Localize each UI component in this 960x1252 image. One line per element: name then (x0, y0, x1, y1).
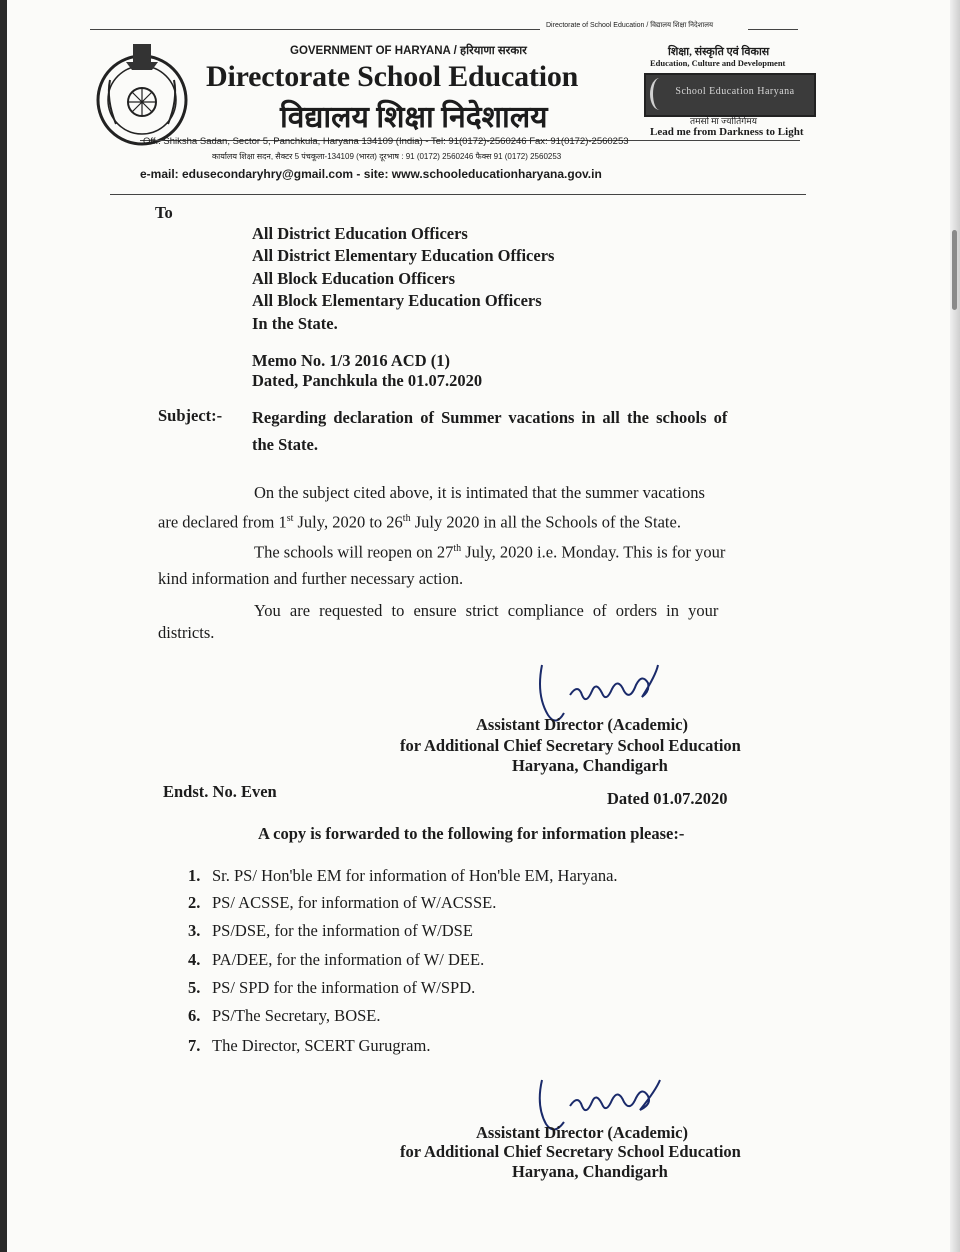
recipient-line: All District Education Officers (252, 224, 468, 243)
motto-english: Lead me from Darkness to Light (650, 126, 804, 138)
list-item: 3. PS/DSE, for the information of W/DSE (188, 921, 473, 940)
motto-hindi: तमसो मा ज्योतिर्गमय (690, 116, 757, 126)
signatory-location: Haryana, Chandigarh (512, 1162, 668, 1181)
paragraph-line: The schools will reopen on 27th July, 2020 i.e. Monday. This is for your (254, 542, 726, 562)
top-right-note: Directorate of School Education / विद्यालय शिक्षा निदेशालय (546, 22, 714, 29)
paragraph-line: are declared from 1st July, 2020 to 26th July 2020 in all the Schools of the State. (158, 512, 681, 532)
paragraph-line: districts. (158, 623, 215, 642)
subject-line: Regarding declaration of Summer vacations in all the schools of (252, 408, 728, 427)
to-label: To (155, 203, 173, 222)
office-address: Off.: Shiksha Sadan, Sector 5, Panchkula, Haryana 134109 (India) - Tel: 91(0172)-2560246 Fax: 91(0172)-2560253 (143, 136, 629, 147)
school-education-badge (644, 73, 816, 117)
signatory-office: for Additional Chief Secretary School Education (400, 736, 741, 755)
government-line: GOVERNMENT OF HARYANA / हरियाणा सरकार (290, 45, 527, 57)
badge-swirl-icon (650, 78, 669, 110)
page-scrollbar-track[interactable] (950, 0, 960, 1252)
recipient-line: All Block Elementary Education Officers (252, 291, 542, 310)
top-rule-left (90, 29, 540, 30)
right-hindi-tagline: शिक्षा, संस्कृति एवं विकास (668, 46, 770, 58)
memo-number: Memo No. 1/3 2016 ACD (1) (252, 351, 450, 370)
endorsement-number: Endst. No. Even (163, 782, 277, 801)
page-scrollbar-thumb[interactable] (952, 230, 957, 310)
paragraph-line: kind information and further necessary action. (158, 569, 464, 588)
signatory-location: Haryana, Chandigarh (512, 756, 668, 775)
signatory-title: Assistant Director (Academic) (476, 715, 689, 734)
office-address-hindi: कार्यालय शिक्षा सदन, सैक्टर 5 पंचकूला-134109 (भारत) दूरभाष : 91 (0172) 2560246 फैक्स 91 (0172) 2560253 (212, 152, 562, 161)
paragraph-line: You are requested to ensure strict compliance of orders in your (254, 601, 719, 620)
recipient-line: In the State. (252, 314, 338, 333)
memo-date: Dated, Panchkula the 01.07.2020 (252, 371, 483, 390)
list-item: 4. PA/DEE, for the information of W/ DEE. (188, 950, 485, 969)
directorate-title: Directorate School Education (206, 60, 579, 93)
contact-line: e-mail: edusecondaryhry@gmail.com - site: www.schooleducationharyana.gov.in (140, 167, 602, 181)
subject-line: the State. (252, 435, 318, 454)
endorsement-date: Dated 01.07.2020 (607, 789, 728, 808)
haryana-emblem-icon (86, 40, 198, 148)
subject-label: Subject:- (158, 406, 223, 425)
top-rule-right (748, 29, 798, 30)
list-item: 6. PS/The Secretary, BOSE. (188, 1006, 381, 1025)
list-item: 7. The Director, SCERT Gurugram. (188, 1036, 431, 1055)
right-english-tagline: Education, Culture and Development (650, 58, 786, 68)
copy-heading: A copy is forwarded to the following for information please:- (258, 824, 685, 843)
scan-left-edge (0, 0, 7, 1252)
recipient-line: All Block Education Officers (252, 269, 456, 288)
signatory-title: Assistant Director (Academic) (476, 1123, 689, 1142)
badge-text: School Education Haryana (675, 86, 795, 97)
list-item: 5. PS/ SPD for the information of W/SPD. (188, 978, 476, 997)
list-item: 1. Sr. PS/ Hon'ble EM for information of Hon'ble EM, Haryana. (188, 866, 618, 885)
directorate-title-hindi: विद्यालय शिक्षा निदेशालय (280, 101, 548, 134)
header-bottom-rule (110, 194, 806, 195)
list-item: 2. PS/ ACSSE, for information of W/ACSSE. (188, 893, 497, 912)
recipient-line: All District Elementary Education Officers (252, 246, 555, 265)
paragraph-line: On the subject cited above, it is intimated that the summer vacations (254, 483, 705, 502)
signatory-office: for Additional Chief Secretary School Education (400, 1142, 741, 1161)
